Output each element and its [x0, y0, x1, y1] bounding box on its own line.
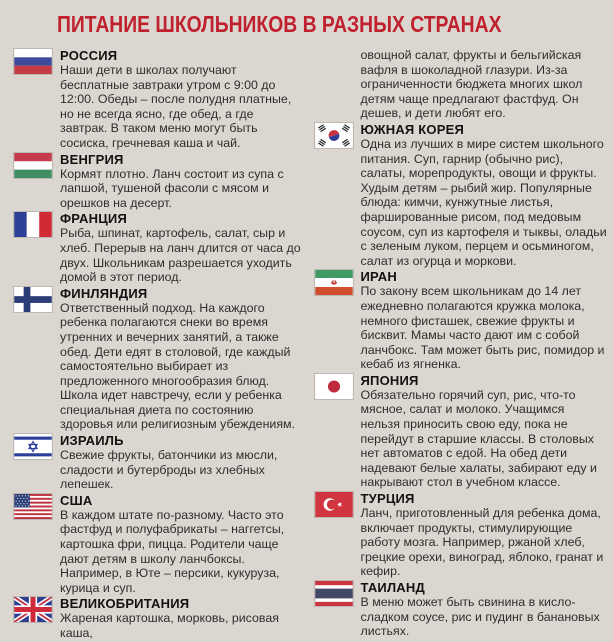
right-column — [315, 48, 607, 642]
section-russia — [14, 48, 304, 151]
usa-flag — [14, 494, 52, 519]
south-korea-flag — [315, 123, 353, 148]
country-name: ВЕЛИКОБРИТАНИЯ — [60, 596, 190, 612]
country-name: ИРАН — [360, 269, 397, 285]
country-name: ТАИЛАНД — [360, 580, 425, 595]
left-column — [14, 48, 304, 642]
section-turkey — [315, 491, 607, 579]
japan-flag — [315, 374, 353, 399]
section-thailand — [315, 580, 607, 639]
section-south-korea — [315, 122, 607, 268]
iran-flag — [315, 270, 353, 295]
country-name: ВЕНГРИЯ — [60, 151, 124, 167]
uk-flag — [14, 597, 52, 622]
uk-text-continuation: овощной салат, фрукты и бельгийская вафля в шоколадной глазури. Из-за ограниченности бюджета многих школ детям чаще предлагают фастфуд. Он дешев, и дети любят его. — [360, 48, 583, 121]
section-france — [14, 211, 304, 284]
country-text: По закону всем школьникам до 14 лет ежедневно полагаются кружка молока, немного фисташек, свежие фрукты и бисквит. Мамы часто дают им с собой ланчбокс. Там может быть рис, помидор и кебаб из ягненка. — [360, 284, 605, 372]
country-name: США — [60, 492, 93, 508]
country-text: Свежие фрукты, батончики из мюсли, сладости и бутерброды из хлебных лепешек. — [60, 448, 278, 492]
country-text: Наши дети в школах получают бесплатные завтраки утром с 9:00 до 12:00. Обеды – после полудня платные, но не всегда ясно, где обед, а где завтрак. В таком меню могут быть сосиска, гречневая каша и чай. — [60, 63, 292, 150]
country-name: ЯПОНИЯ — [360, 372, 419, 388]
section-finland — [14, 286, 304, 432]
country-text: Ответственный подход. На каждого ребенка полагаются снеки во время утренних и вечерних занятий, а также обед. Дети едят в столовой, где каждый самостоятельно выбирает из предложенного многообразия блюд. Школа идет навстречу, если у ребенка специальная диета по состоянию здоровья или религиозным убеждениям. — [60, 300, 296, 432]
country-text: Одна из лучших в мире систем школьного питания. Суп, гарнир (обычно рис), салаты, морепродукты, овощи и фрукты. Худым детям – рыбий жир. Популярные блюда: кимчи, кунжутные листья, фаршированные рисом, под медовым соусом, суп из картофеля и тыквы, оладьи с зеленым луком, перцем и осьминогом, салат из огурца и моркови. — [360, 136, 607, 268]
section-uk — [14, 596, 304, 640]
country-name: ИЗРАИЛЬ — [60, 433, 124, 449]
country-text: Жареная картошка, морковь, рисовая каша, — [60, 611, 279, 640]
country-name: ФИНЛЯНДИЯ — [60, 285, 148, 301]
section-hungary — [14, 152, 304, 211]
section-israel — [14, 433, 304, 492]
russia-flag — [14, 49, 52, 74]
country-text: В каждом штате по-разному. Часто это фастфуд и полуфабрикаты – наггетсы, картошка фри, пицца. Родители чаще дают детям в школу ланчбоксы. Например, в Юте – персики, кукуруза, курица и суп. — [60, 507, 285, 595]
country-text: Рыба, шпинат, картофель, салат, сыр и хлеб. Перерыв на ланч длится от часа до двух. Школьникам разрешается уходить домой в этот период. — [60, 226, 301, 285]
country-text: Ланч, приготовленный для ребенка дома, включает продукты, стимулирующие работу мозга. Например, ржаной хлеб, грецкие орехи, виноград, яблоко, гранат и кефир. — [360, 506, 604, 579]
country-text: В меню может быть свинина в кисло-сладком соусе, рис и пудинг в банановых листьях. — [360, 595, 600, 639]
country-text: Кормят плотно. Ланч состоит из супа с лапшой, тушеной фасоли с мясом и орешков на десерт. — [60, 166, 284, 210]
country-text: Обязательно горячий суп, рис, что-то мясное, салат и молоко. Учащимся нельзя приносить свою еду, пока не перейдут в старшие классы. В столовых нет автоматов с едой. На обед дети надевают белые халаты, забирают еду и накрывают стол в учебном классе. — [360, 387, 597, 490]
section-iran — [315, 269, 607, 372]
country-name: ФРАНЦИЯ — [60, 211, 127, 227]
section-usa — [14, 493, 304, 596]
country-name: ТУРЦИЯ — [360, 491, 415, 507]
country-name: РОССИЯ — [60, 48, 118, 63]
israel-flag — [14, 434, 52, 459]
section-japan — [315, 373, 607, 490]
turkey-flag — [315, 492, 353, 517]
finland-flag — [14, 287, 52, 312]
columns — [14, 48, 607, 642]
thailand-flag — [315, 581, 353, 606]
hungary-flag — [14, 153, 52, 178]
page-title: ПИТАНИЕ ШКОЛЬНИКОВ В РАЗНЫХ СТРАНАХ — [57, 11, 502, 37]
country-name: ЮЖНАЯ КОРЕЯ — [360, 121, 465, 137]
france-flag — [14, 212, 52, 237]
